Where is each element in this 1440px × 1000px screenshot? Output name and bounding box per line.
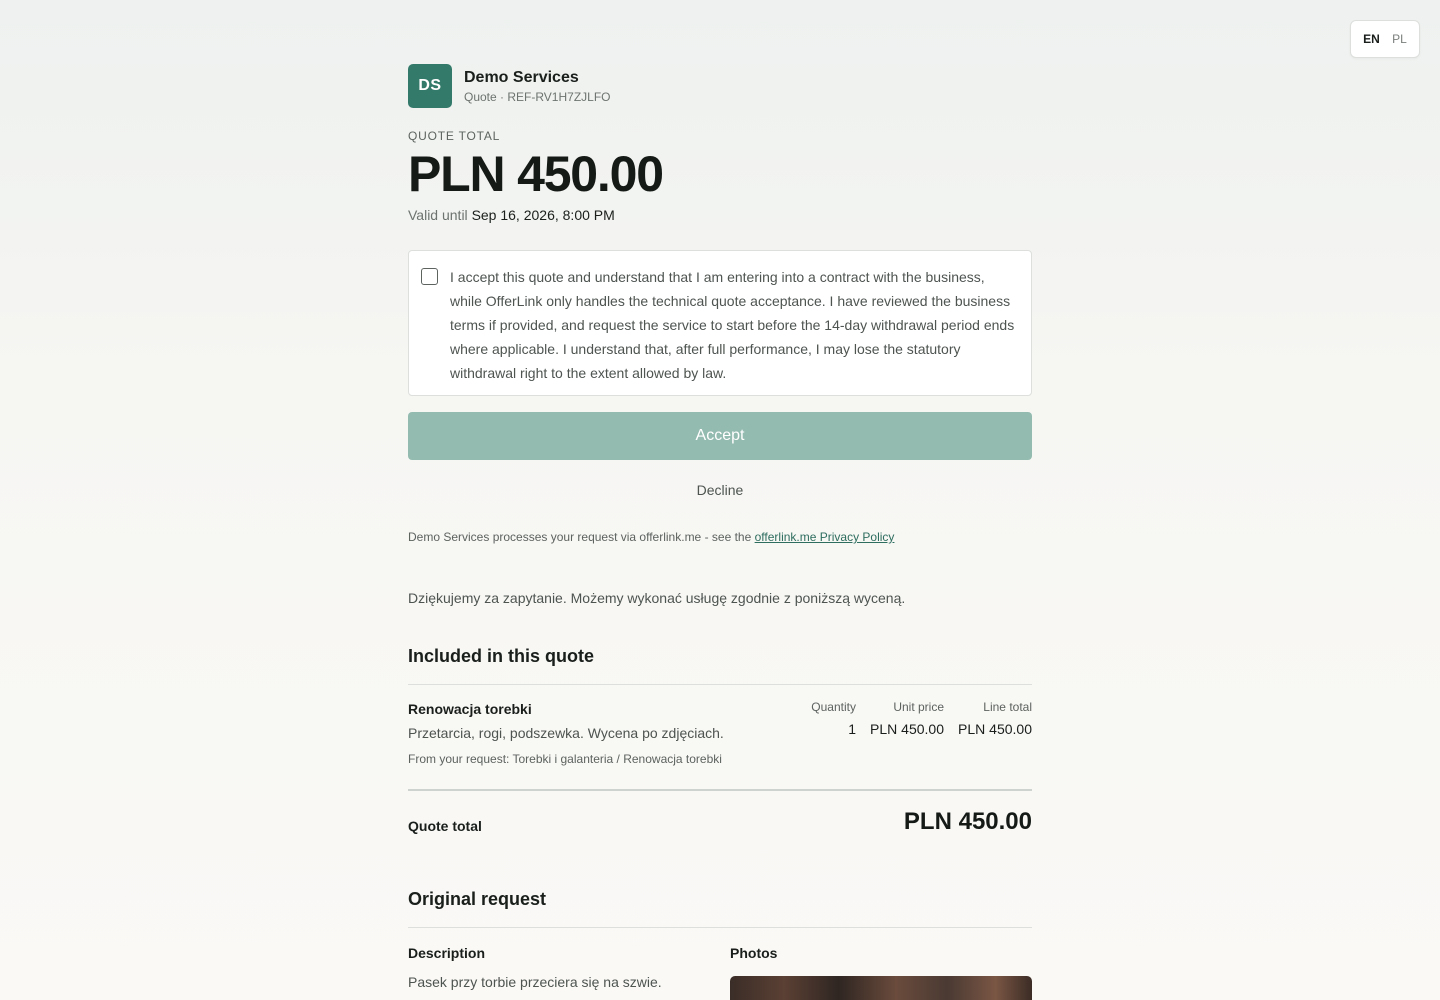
lang-pl-button[interactable]: PL — [1392, 32, 1407, 46]
divider — [408, 927, 1032, 928]
description-label: Description — [408, 945, 486, 961]
quote-total-row-label: Quote total — [408, 818, 482, 834]
unit-price-header: Unit price — [893, 700, 944, 714]
item-unit-price: PLN 450.00 — [870, 721, 944, 737]
original-request-heading: Original request — [408, 889, 547, 909]
consent-box[interactable] — [408, 250, 1032, 396]
consent-text: I accept this quote and understand that I am entering into a contract with the business, while OfferLink only handles the technical quote acceptance. I have reviewed the business terms if provided, and request the service to start before the 14-day withdrawal period ends where applicable. I understand that, after full performance, I may lose the statutory withdrawal right to the extent allowed by law. — [450, 269, 1015, 381]
item-description: Przetarcia, rogi, podszewka. Wycena po zdjęciach. — [408, 725, 724, 741]
quote-total-label: QUOTE TOTAL — [408, 129, 501, 143]
lang-en-button[interactable]: EN — [1363, 32, 1380, 46]
divider — [408, 789, 1032, 791]
included-heading: Included in this quote — [408, 646, 594, 666]
accept-button[interactable]: Accept — [408, 412, 1032, 460]
privacy-notice — [408, 530, 894, 544]
business-name: Demo Services — [464, 68, 579, 86]
consent-checkbox[interactable] — [421, 268, 438, 285]
valid-until — [408, 207, 615, 223]
request-photo[interactable] — [730, 976, 1032, 1000]
business-info — [464, 68, 610, 105]
item-source: From your request: Torebki i galanteria / Renowacja torebki — [408, 752, 722, 766]
item-line-total: PLN 450.00 — [958, 721, 1032, 737]
quote-reference: Quote · REF-RV1H7ZJLFO — [464, 89, 611, 104]
intro-message: Dziękujemy za zapytanie. Możemy wykonać usługę zgodnie z poniższą wyceną. — [408, 590, 906, 606]
item-quantity: 1 — [848, 721, 856, 737]
valid-until-label: Valid until — [408, 207, 468, 223]
quote-total-amount: PLN 450.00 — [408, 146, 663, 202]
divider — [408, 684, 1032, 685]
item-name: Renowacja torebki — [408, 701, 532, 717]
quantity-header: Quantity — [811, 700, 856, 714]
description-text: Pasek przy torbie przeciera się na szwie. — [408, 974, 662, 990]
business-logo: DS — [408, 64, 452, 108]
quote-total-row-amount: PLN 450.00 — [903, 808, 1032, 835]
line-total-header: Line total — [983, 700, 1032, 714]
photos-label: Photos — [730, 945, 778, 961]
business-header — [408, 64, 610, 108]
decline-button[interactable]: Decline — [696, 482, 744, 498]
language-switcher — [1350, 20, 1420, 58]
valid-until-date: Sep 16, 2026, 8:00 PM — [471, 207, 615, 223]
privacy-text: Demo Services processes your request via offerlink.me - see the — [408, 530, 752, 544]
privacy-policy-link[interactable]: offerlink.me Privacy Policy — [754, 530, 895, 544]
